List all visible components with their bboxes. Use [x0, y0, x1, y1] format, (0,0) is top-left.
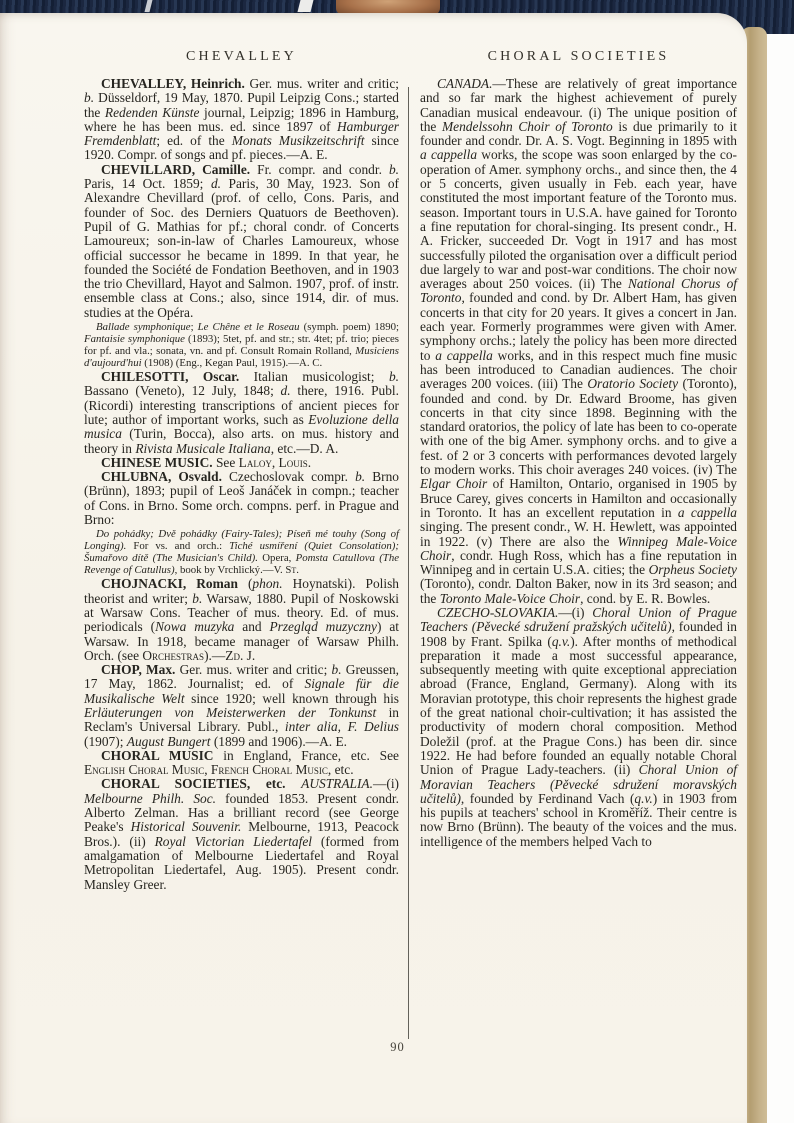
- text-segment: Greussen, 17 May, 1862. Journalist; ed. of: [84, 662, 399, 692]
- text-segment: V. St.: [273, 564, 299, 577]
- text-segment: Choral Union of Prague Teachers (Pěvecké sdružení pražských učitelů): [420, 604, 737, 635]
- text-segment: since 1920. Compr. of songs and pf. pieces.—: [84, 133, 399, 163]
- text-segment: AUSTRALIA.: [301, 776, 373, 792]
- text-segment: Oratorio Society: [587, 376, 679, 392]
- text-segment: [286, 776, 302, 791]
- column-divider: [408, 87, 409, 1039]
- text-segment: See: [212, 454, 239, 470]
- text-segment: in England, France, etc. See: [213, 747, 399, 763]
- text-segment: ) at Warsaw. In 1918, became manager of Warsaw Philh. Orch. (see: [84, 619, 399, 663]
- text-segment: , condr. Hugh Ross, which has a fine reputation in Winnipeg and in certain U.S.A. cities; the: [420, 547, 737, 578]
- text-segment: Czechoslovak compr.: [221, 469, 356, 485]
- text-segment: d.: [210, 176, 221, 192]
- text-segment: CANADA.: [437, 76, 493, 91]
- text-segment: (1893); 5tet, pf. and str.; str. 4tet; pf. trio; pieces for pf. and vla.; sonata, vn. and pf. Consult Romain Rolland,: [84, 333, 399, 358]
- text-segment: , book by Vrchlický.—: [174, 564, 274, 577]
- small-print-paragraph: [84, 528, 399, 576]
- text-segment: For vs. and orch.:: [126, 540, 230, 553]
- text-segment: (formed from amalgamation of Melbourne Liedertafel and Royal Metropolitan Liedertafel, Aug. 1905). Present condr. Mansley Greer.: [84, 833, 399, 892]
- text-segment: Winnipeg Male-Voice Choir: [420, 533, 737, 563]
- text-segment: b.: [355, 469, 366, 485]
- text-segment: Pomsta Catullova (The Revenge of Catullus): [84, 552, 400, 577]
- text-segment: (1908) (Eng., Kegan Paul, 1915).—: [141, 357, 300, 370]
- text-segment: Tiché usmíření (Quiet Consolation); Šumařovo dítě (The Musician's Child).: [84, 540, 399, 565]
- text-segment: b.: [388, 369, 399, 385]
- text-segment: Melbourne, 1913, Peacock Bros.). (ii): [84, 819, 400, 849]
- text-segment: A. E.: [319, 733, 347, 749]
- text-segment: , founded and cond. by Dr. Albert Ham, has given concerts in that city for 20 years. It gives a concert in Jan. each year. Formerly programmes were given with Amer. symphony orchs.; lately the policy has been more directed to: [420, 290, 737, 363]
- text-segment: (Toronto), founded and cond. by Dr. Edward Broome, has given concerts in that city since 1898. Beginning with the standard oratorios, the policy of late has been to co-operate with one of the big Amer. symphony orchs. and to give a fest. of 2 or 3 concerts with performances devoted largely to modern works. This choir averages 240 voices. (iv) The: [420, 376, 737, 478]
- text-segment: Mendelssohn Choir of Toronto: [442, 118, 613, 134]
- text-segment: Orpheus Society: [648, 562, 737, 578]
- text-segment: Warsaw, 1880. Pupil of Noskowski at Warsaw Cons. Teacher of mus. theory. Ed. of mus. periodicals (: [84, 590, 399, 635]
- entry-paragraph: [84, 77, 399, 163]
- text-segment: there, 1916. Publ. (Ricordi) interesting transcriptions of ancient pieces for lute; author of important works, such as: [84, 383, 399, 427]
- text-segment: Signale für die Musikalische Welt: [84, 676, 399, 706]
- left-column: [84, 49, 399, 892]
- text-segment: etc.: [331, 762, 354, 778]
- text-segment: , etc.—: [270, 440, 310, 456]
- text-segment: in Reclam's Universal Library. Publ.,: [84, 704, 400, 735]
- text-segment: Choral Union of Moravian Teachers (Pěvecké sdružení moravských učitelů): [420, 762, 737, 806]
- text-segment: Melbourne Philh. Soc.: [84, 790, 217, 806]
- text-segment: CHORAL MUSIC: [101, 747, 214, 763]
- text-segment: b.: [84, 90, 95, 106]
- text-segment: , founded in 1908 by Frant. Spilka (: [420, 619, 737, 649]
- entry-paragraph: [84, 456, 399, 470]
- text-segment: Fantaisie symphonique: [84, 333, 185, 346]
- entry-paragraph: [84, 163, 399, 320]
- text-segment: (Turin, Bocca), also arts. on mus. history and theory in: [84, 426, 399, 456]
- text-segment: English Choral Music, French Choral Music,: [84, 762, 332, 778]
- text-segment: Opera,: [257, 552, 296, 565]
- text-segment: A. C.: [299, 357, 323, 370]
- text-segment: Toronto Male-Voice Choir: [439, 590, 581, 606]
- entry-paragraph: [84, 777, 399, 891]
- right-column: [420, 49, 737, 849]
- text-segment: of Hamilton, Ontario, organised in 1905 by Bruce Carey, gives concerts in Hamilton and occasionally in Toronto. It has an excellent reputation in: [420, 476, 737, 520]
- text-segment: Przegląd muzyczny: [269, 619, 377, 635]
- running-head-left: CHEVALLEY: [186, 49, 297, 64]
- text-segment: q.v.: [551, 633, 571, 649]
- text-segment: August Bungert: [126, 733, 211, 749]
- book-page: [0, 13, 747, 1123]
- text-segment: Erläuterungen von Meisterwerken der Tonkunst: [84, 704, 377, 720]
- text-segment: A. E.: [299, 147, 328, 163]
- text-segment: q.v.: [634, 790, 653, 806]
- text-segment: d.: [280, 383, 291, 399]
- text-segment: ; ed. of the: [156, 133, 232, 149]
- text-segment: (Toronto), condr. Dalton Baker, now in its 3rd season; and the: [420, 576, 737, 606]
- running-head-right: CHORAL SOCIETIES: [487, 49, 670, 64]
- entry-paragraph: [84, 577, 399, 663]
- text-segment: Historical Souvenir.: [130, 819, 242, 835]
- text-segment: works, the scope was soon enlarged by the co-operation of Amer. symphony orchs., and since then, the 4 or 5 concerts, given usually in Feb. each year, have constituted the most important feature of the Toronto mus. season. Important tours in U.S.A. have gained for Toronto a fine reputation for choral-singing. Its present condr., H. A. Fricker, succeeded Dr. Vogt in 1917 and has most successfully piloted the organisation over a difficult period due largely to war and post-war conditions. The choir now averages about 250 voices. (ii) The: [420, 147, 737, 292]
- entry-paragraph: [420, 606, 737, 849]
- text-segment: Nowa muzyka: [155, 619, 235, 635]
- text-segment: journal, Leipzig; 1896 in Hamburg, where he has been mus. ed. since 1897 of: [84, 104, 399, 134]
- entry-paragraph: [84, 663, 399, 749]
- text-segment: Fr. compr. and condr.: [250, 161, 389, 177]
- entry-paragraph: [84, 370, 399, 456]
- text-segment: Paris, 14 Oct. 1859;: [84, 176, 211, 192]
- entry-paragraph: [84, 470, 399, 527]
- text-segment: Paris, 30 May, 1923. Son of Alexandre Chevillard (prof. of cello, Cons. Paris, and founder of Soc. des Derniers Quatuors de Beethoven). Pupil of G. Mathias for pf.; choral condr. of Concerts Lamoureux; son-in-law of Charles Lamoureux, whose official successor he became in 1899. In that year, he founded the Société de Fondation Beethoven, and in 1903 the trio Chevillard, Hayot and Salmon. 1907, prof. of instr. ensemble class at Cons.; also, since 1914, dir. of mus. studies at the Opéra.: [84, 176, 399, 320]
- text-segment: Elgar Choir: [420, 476, 488, 492]
- text-segment: , cond. by E. R. Bowles.: [580, 590, 711, 606]
- left-column-text: [84, 77, 399, 892]
- text-segment: National Chorus of Toronto: [420, 276, 737, 306]
- text-segment: is due primarily to it founder and condr. Dr. A. S. Vogt. Beginning in 1895 with: [420, 118, 737, 149]
- text-segment: Zd. J.: [225, 647, 256, 663]
- text-segment: Musiciens d'aujourd'hui: [84, 345, 399, 370]
- text-segment: Do pohádky; Dvě pohádky (Fairy-Tales); Píseň mé touhy (Song of Longing).: [84, 528, 399, 553]
- entry-paragraph: [84, 749, 399, 778]
- text-segment: Hoynatski). Polish theorist and writer;: [84, 576, 399, 606]
- text-segment: CHEVALLEY, Heinrich.: [101, 76, 245, 91]
- text-segment: Düsseldorf, 19 May, 1870. Pupil Leipzig Cons.; started the: [84, 90, 399, 120]
- text-segment: CHOP, Max.: [101, 662, 176, 678]
- text-segment: , founded by Ferdinand Vach (: [460, 790, 635, 806]
- text-segment: b.: [192, 590, 203, 606]
- text-segment: ) in 1903 from his pupils at teachers' school in Kroměříž. Their centre is now Brno (Brünn). The beauty of the voices and the mus. intelligence of the members helped Vach to: [420, 790, 737, 849]
- text-segment: Laloy, Louis.: [238, 454, 312, 470]
- text-segment: founded 1853. Present condr. Alberto Zelman. Has a brilliant record (see George Peake's: [84, 790, 399, 835]
- text-segment: —(i): [372, 776, 399, 792]
- text-segment: ;: [190, 321, 198, 334]
- text-segment: Le Chêne et le Roseau: [197, 321, 300, 334]
- text-segment: Brno (Brünn), 1893; pupil of Leoš Janáček in compn.; teacher of Cons. in Brno. Some orch. compns. perf. in Prague and Brno:: [84, 469, 399, 528]
- right-column-text: [420, 77, 737, 849]
- text-segment: CHINESE MUSIC.: [101, 454, 213, 470]
- text-segment: Rivista Musicale Italiana: [135, 440, 271, 456]
- text-segment: Ger. mus. writer and critic;: [175, 662, 332, 678]
- text-segment: D. A.: [309, 440, 339, 456]
- text-segment: since 1920; well known through his: [184, 690, 400, 706]
- text-segment: ).—: [204, 647, 226, 663]
- text-segment: a cappella: [420, 147, 478, 163]
- text-segment: a cappella: [435, 347, 493, 363]
- text-segment: (1907);: [84, 733, 127, 749]
- text-segment: Monats Musikzeitschrift: [231, 133, 365, 149]
- text-segment: b.: [388, 161, 399, 177]
- text-segment: CHORAL SOCIETIES, etc.: [101, 776, 286, 792]
- entry-paragraph: [420, 77, 737, 606]
- text-segment: (symph. poem) 1890;: [299, 321, 399, 334]
- text-segment: CHEVILLARD, Camille.: [101, 161, 251, 177]
- text-segment: a cappella: [677, 504, 737, 520]
- text-segment: (: [237, 576, 253, 592]
- small-print-paragraph: [84, 321, 399, 369]
- text-segment: (1899 and 1906).—: [210, 733, 320, 749]
- text-segment: CHILESOTTI, Oscar.: [101, 369, 240, 385]
- text-segment: Evoluzione della musica: [84, 411, 399, 442]
- text-segment: Orchestras: [142, 647, 205, 663]
- text-segment: —These are relatively of great importance and so far mark the highest achievement of purely Canadian musical endeavour. (i) The unique position of the: [420, 76, 737, 134]
- text-segment: —(i): [558, 604, 593, 620]
- text-segment: inter alia, F. Delius: [284, 719, 399, 735]
- text-segment: Bassano (Veneto), 12 July, 1848;: [84, 383, 281, 399]
- text-segment: Ger. mus. writer and critic;: [244, 76, 399, 91]
- text-segment: Royal Victorian Liedertafel: [154, 833, 313, 849]
- text-segment: b.: [331, 662, 342, 678]
- text-segment: singing. The present condr., W. H. Hewlett, was appointed in 1922. (v) There are also the: [420, 519, 737, 549]
- text-segment: CHLUBNA, Osvald.: [101, 469, 222, 485]
- text-segment: and: [234, 619, 270, 635]
- text-segment: Redenden Künste: [104, 104, 200, 120]
- text-segment: Hamburger Fremdenblatt: [84, 118, 399, 149]
- text-segment: Italian musicologist;: [239, 369, 389, 385]
- page-number: 90: [390, 1040, 405, 1054]
- text-segment: ). After months of methodical preparation it made a most successful appearance, subsequently meeting with quite exceptional appreciation abroad (France, England, Germany). Along with its Moravian prototype, this choir represents the highest grade of the great national choir-cultivation; it has assisted the productivity of modern choral composition. Method Doležil (prof. at the Prague Cons.) has been dir. since 1922. He had before founded an equally notable Choral Union of Prague Lady-teachers. (ii): [420, 633, 737, 778]
- text-segment: phon.: [252, 576, 283, 592]
- text-segment: CHOJNACKI, Roman: [101, 576, 238, 592]
- text-segment: works, and in this respect much fine music has been introduced to Canadian audiences. The choir averages 200 voices. (iii) The: [420, 347, 737, 392]
- text-segment: Ballade symphonique: [96, 321, 191, 334]
- text-segment: CZECHO-SLOVAKIA.: [437, 604, 559, 620]
